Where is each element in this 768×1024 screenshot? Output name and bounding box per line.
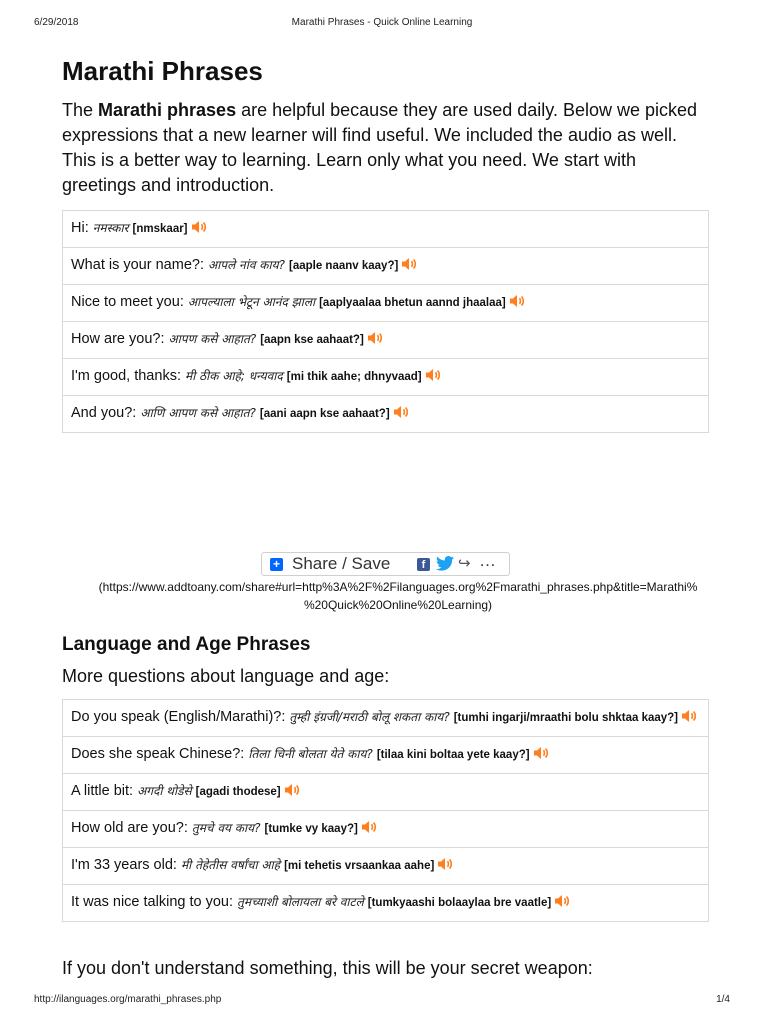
- phrase-english: Do you speak (English/Marathi)?: [71, 709, 282, 725]
- language-age-table: [62, 699, 709, 922]
- share-url-text: [62, 578, 734, 614]
- phrase-transliteration: [aaplyaalaa bhetun aannd jhaalaa]: [319, 297, 506, 309]
- phrase-marathi: आपण कसे आहात?: [168, 332, 257, 346]
- phrase-colon: :: [228, 894, 238, 910]
- phrase-transliteration: [aapn kse aahaat?]: [260, 334, 364, 346]
- phrase-marathi: आपल्याला भेटून आनंद झाला: [187, 295, 316, 309]
- phrase-marathi: तुमच्याशी बोलायला बरे वाटले: [237, 895, 364, 909]
- phrase-row: [63, 700, 709, 737]
- phrase-english: Hi: [71, 220, 85, 236]
- speaker-icon[interactable]: [401, 257, 417, 271]
- phrase-transliteration: [mi tehetis vrsaankaa aahe]: [284, 860, 435, 872]
- phrase-row: [63, 359, 709, 396]
- share-url-line-2: %20Quick%20Online%20Learning): [303, 598, 493, 612]
- facebook-icon[interactable]: f: [417, 558, 430, 571]
- print-title: Marathi Phrases - Quick Online Learning: [291, 17, 473, 28]
- speaker-icon[interactable]: [437, 857, 453, 871]
- speaker-icon[interactable]: [361, 820, 377, 834]
- speaker-icon[interactable]: [554, 894, 570, 908]
- phrase-cell: [63, 359, 709, 396]
- intro-pre: The: [62, 100, 99, 120]
- phrase-row: [63, 774, 709, 811]
- speaker-icon[interactable]: [393, 405, 409, 419]
- print-url: http://ilanguages.org/marathi_phrases.php: [34, 994, 222, 1005]
- speaker-icon[interactable]: [533, 746, 549, 760]
- phrase-colon: :: [281, 709, 290, 725]
- phrase-row: [63, 848, 709, 885]
- phrase-marathi: अगदी थोडेसे: [137, 784, 192, 798]
- phrase-cell: [63, 848, 709, 885]
- speaker-icon[interactable]: [509, 294, 525, 308]
- share-url-line-1: (https://www.addtoany.com/share#url=http%3A%2F%2Filanguages.org%2Fmarathi_phrases.php&title=Marathi%: [98, 580, 698, 594]
- phrase-cell: [63, 885, 709, 922]
- phrase-colon: :: [179, 294, 188, 310]
- phrase-transliteration: [aani aapn kse aahaat?]: [259, 408, 390, 420]
- phrase-colon: :: [183, 820, 192, 836]
- phrase-cell: [63, 811, 709, 848]
- phrase-cell: [63, 322, 709, 359]
- share-label[interactable]: Share / Save: [292, 554, 391, 573]
- phrase-transliteration: [tumkyaashi bolaaylaa bre vaatle]: [367, 897, 552, 909]
- phrase-english: I'm 33 years old: [71, 857, 173, 873]
- phrase-english: And you?: [71, 405, 133, 421]
- phrase-transliteration: [nmskaar]: [132, 223, 188, 235]
- phrase-row: [63, 285, 709, 322]
- phrase-cell: [63, 285, 709, 322]
- phrase-marathi: आपले नांव काय?: [208, 258, 285, 272]
- print-date: 6/29/2018: [34, 17, 79, 28]
- phrase-english: It was nice talking to you: [71, 894, 229, 910]
- print-header: [34, 17, 730, 31]
- phrase-marathi: तुम्ही इंग्रजी/मराठी बोलू शकता काय?: [289, 710, 450, 724]
- phrase-cell: [63, 396, 709, 433]
- page-number: 1/4: [716, 994, 730, 1005]
- phrase-marathi: आणि आपण कसे आहात?: [140, 406, 256, 420]
- phrase-row: [63, 885, 709, 922]
- phrase-transliteration: [agadi thodese]: [195, 786, 281, 798]
- phrase-cell: [63, 737, 709, 774]
- phrase-colon: :: [129, 783, 138, 799]
- phrase-english: What is your name?: [71, 257, 200, 273]
- phrase-row: [63, 322, 709, 359]
- phrase-transliteration: [aaple naanv kaay?]: [289, 260, 399, 272]
- phrase-cell: [63, 774, 709, 811]
- phrase-english: Nice to meet you: [71, 294, 180, 310]
- phrase-row: [63, 211, 709, 248]
- section-heading-language-age: Language and Age Phrases: [62, 634, 311, 655]
- phrase-cell: [63, 700, 709, 737]
- speaker-icon[interactable]: [367, 331, 383, 345]
- phrase-transliteration: [tilaa kini boltaa yete kaay?]: [376, 749, 530, 761]
- phrase-transliteration: [mi thik aahe; dhnyvaad]: [286, 371, 422, 383]
- phrase-marathi: मी ठीक आहे; धन्यवाद: [185, 369, 283, 383]
- phrase-colon: :: [240, 746, 249, 762]
- greetings-table: [62, 210, 709, 433]
- print-footer: [34, 994, 730, 1008]
- page-title: Marathi Phrases: [62, 56, 263, 86]
- phrase-english: A little bit: [71, 783, 130, 799]
- phrase-row: [63, 737, 709, 774]
- speaker-icon[interactable]: [191, 220, 207, 234]
- intro-bold: Marathi phrases: [98, 100, 237, 120]
- forward-icon[interactable]: ↪: [458, 555, 471, 572]
- phrase-colon: :: [172, 857, 181, 873]
- phrase-marathi: तुमचे वय काय?: [191, 821, 261, 835]
- phrase-english: How old are you?: [71, 820, 184, 836]
- phrase-english: I'm good, thanks: [71, 368, 177, 384]
- phrase-row: [63, 248, 709, 285]
- phrase-english: Does she speak Chinese?: [71, 746, 241, 762]
- intro-paragraph: [62, 98, 712, 198]
- intro-post: are helpful because they are used daily. Below we picked expressions that a new learner will find useful. We included the audio as well. This is a better way to learning. Learn only what you need. We start with greetings and introduction.: [62, 100, 698, 195]
- phrase-transliteration: [tumke vy kaay?]: [264, 823, 358, 835]
- phrase-colon: :: [176, 368, 186, 384]
- speaker-icon[interactable]: [681, 709, 697, 723]
- phrase-row: [63, 396, 709, 433]
- phrase-cell: [63, 211, 709, 248]
- share-save-button[interactable]: [261, 552, 510, 576]
- phrase-colon: :: [132, 405, 141, 421]
- speaker-icon[interactable]: [284, 783, 300, 797]
- speaker-icon[interactable]: [425, 368, 441, 382]
- phrase-colon: :: [160, 331, 169, 347]
- phrase-row: [63, 811, 709, 848]
- more-share-options[interactable]: …: [479, 551, 496, 570]
- phrase-transliteration: [tumhi ingarji/mraathi bolu shktaa kaay?]: [453, 712, 679, 724]
- addtoany-plus-icon[interactable]: +: [270, 558, 283, 571]
- phrase-colon: :: [199, 257, 209, 273]
- section-subtitle: More questions about language and age:: [62, 666, 390, 686]
- twitter-icon[interactable]: [436, 556, 454, 576]
- closing-sentence: If you don't understand something, this will be your secret weapon:: [62, 958, 593, 978]
- phrase-marathi: मी तेहेतीस वर्षांचा आहे: [180, 858, 281, 872]
- phrase-english: How are you?: [71, 331, 161, 347]
- phrase-cell: [63, 248, 709, 285]
- phrase-colon: :: [84, 220, 93, 236]
- phrase-marathi: नमस्कार: [92, 221, 129, 235]
- phrase-marathi: तिला चिनी बोलता येते काय?: [248, 747, 373, 761]
